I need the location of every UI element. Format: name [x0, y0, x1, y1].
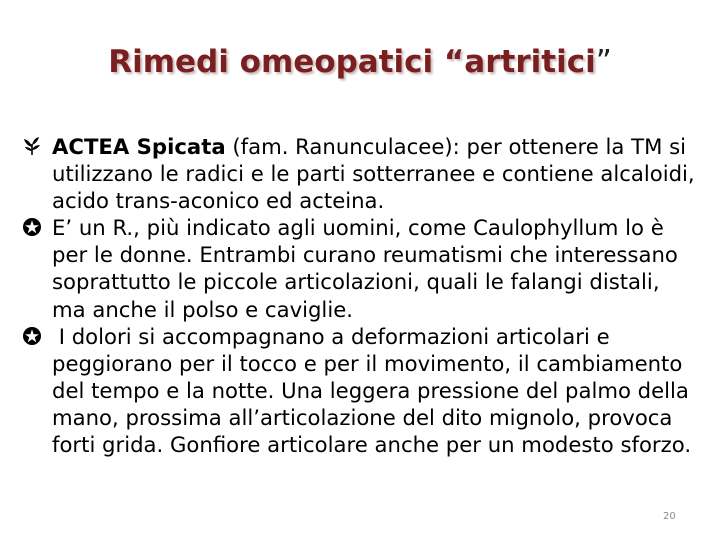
slide-title-main: Rimedi omeopatici “artritici	[108, 44, 596, 80]
circled-star-icon	[22, 214, 52, 241]
page-number: 20	[663, 511, 676, 522]
bullet-paragraph-symptoms	[22, 323, 697, 458]
paragraph-text: E’ un R., più indicato agli uomini, come Caulophyllum lo è per le donne. Entrambi curano reumatismi che interessano soprattutto le piccole articolazioni, quali le falangi distali, ma anche il polso e caviglie.	[52, 215, 678, 322]
slide-title	[0, 44, 720, 81]
bullet-paragraph-actea	[22, 133, 697, 214]
slide-title-closing-quote: ”	[595, 44, 612, 80]
bullet-paragraph-indication	[22, 214, 697, 322]
plant-icon	[22, 133, 52, 160]
remedy-name: ACTEA Spicata	[52, 134, 226, 159]
paragraph-text: (fam. Ranunculacee): per ottenere la TM si utilizzano le radici e le parti sotterranee e contiene alcaloidi, acido trans-aconico ed acteina.	[52, 134, 695, 214]
paragraph-text: I dolori si accompagnano a deformazioni articolari e peggiorano per il tocco e per il movimento, il cambiamento del tempo e la notte. Una leggera pressione del palmo della mano, prossima all’articolazione del dito mignolo, provoca forti grida. Gonfiore articolare anche per un modesto sforzo.	[52, 323, 692, 458]
circled-star-icon	[22, 323, 52, 350]
slide-body	[22, 133, 697, 458]
